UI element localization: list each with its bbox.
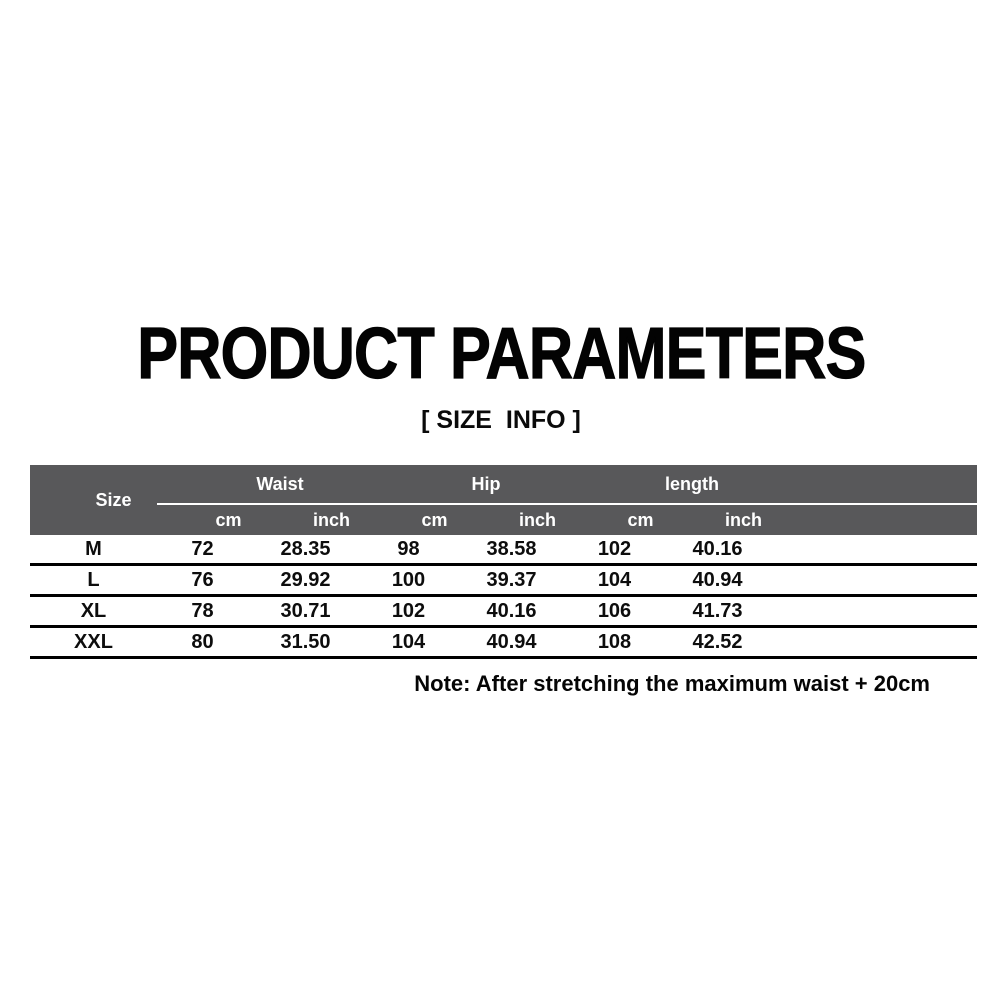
length-inch-value: 41.73 <box>666 596 769 627</box>
table-row <box>30 565 977 596</box>
waist-cm-value: 80 <box>151 627 254 658</box>
waist-inch-value: 29.92 <box>254 565 357 596</box>
size-table-corner-header <box>30 465 157 535</box>
group-header-length-label: length <box>665 473 719 494</box>
group-header-hip-label: Hip <box>471 473 501 494</box>
sub-header-label: inch <box>312 509 350 530</box>
hip-cm-value: 104 <box>357 627 460 658</box>
waist-inch-value: 30.71 <box>254 596 357 627</box>
row-filler <box>775 627 977 658</box>
length-cm-value: 106 <box>563 596 666 627</box>
page-title-row <box>0 314 1002 394</box>
row-filler <box>775 596 977 627</box>
sub-header-label: cm <box>215 509 242 530</box>
length-cm-value: 102 <box>563 535 666 565</box>
hip-cm-value: 102 <box>357 596 460 627</box>
size-table <box>30 465 977 659</box>
page-subtitle-row <box>0 406 1002 435</box>
corner-header-label: Size <box>95 489 132 510</box>
group-header-filler <box>775 465 977 504</box>
group-header-length <box>569 465 775 504</box>
hip-inch-value: 39.37 <box>460 565 563 596</box>
page-title: PRODUCT PARAMETERS <box>136 314 866 394</box>
sub-header-label: cm <box>421 509 448 530</box>
hip-inch-value: 40.16 <box>460 596 563 627</box>
size-label: L <box>30 565 157 596</box>
group-header-waist <box>157 465 363 504</box>
sub-header-filler <box>775 504 977 535</box>
group-header-hip <box>363 465 569 504</box>
waist-cm-value: 78 <box>151 596 254 627</box>
hip-inch-value: 38.58 <box>460 535 563 565</box>
size-label: XL <box>30 596 157 627</box>
row-filler <box>775 535 977 565</box>
sub-header-label: inch <box>518 509 556 530</box>
length-inch-value: 40.94 <box>666 565 769 596</box>
group-header-waist-label: Waist <box>256 473 304 494</box>
size-label: XXL <box>30 627 157 658</box>
waist-cm-value: 72 <box>151 535 254 565</box>
hip-cm-value: 100 <box>357 565 460 596</box>
size-label: M <box>30 535 157 565</box>
sub-header-label: cm <box>627 509 654 530</box>
length-cm-value: 104 <box>563 565 666 596</box>
length-inch-value: 42.52 <box>666 627 769 658</box>
table-row <box>30 596 977 627</box>
waist-inch-value: 31.50 <box>254 627 357 658</box>
length-inch-value: 40.16 <box>666 535 769 565</box>
waist-cm-value: 76 <box>151 565 254 596</box>
hip-inch-value: 40.94 <box>460 627 563 658</box>
hip-cm-value: 98 <box>357 535 460 565</box>
page-subtitle: [ SIZE INFO ] <box>421 406 581 434</box>
table-row <box>30 535 977 565</box>
table-row <box>30 627 977 658</box>
row-filler <box>775 565 977 596</box>
waist-inch-value: 28.35 <box>254 535 357 565</box>
stretch-note: Note: After stretching the maximum waist + 20cm <box>414 671 930 696</box>
sub-header-label: inch <box>724 509 762 530</box>
length-cm-value: 108 <box>563 627 666 658</box>
